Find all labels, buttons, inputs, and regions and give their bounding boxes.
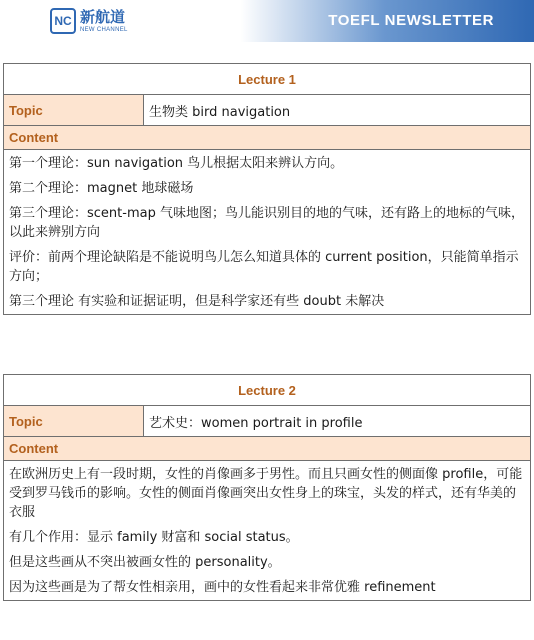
content-paragraph: 因为这些画是为了帮女性相亲用，画中的女性看起来非常优雅 refinement [9, 580, 436, 595]
topic-label: Topic [4, 95, 144, 125]
content-paragraph: 第三个理论：scent-map 气味地图；鸟儿能识别目的地的气味，还有路上的地标的气味，以此来辨别方向 [9, 206, 524, 240]
topic-row [4, 406, 530, 437]
lecture-title: Lecture 1 [4, 64, 530, 95]
brand-logo [50, 6, 128, 36]
topic-label: Topic [4, 406, 144, 436]
content-label: Content [4, 437, 530, 461]
content-paragraph: 在欧洲历史上有一段时期，女性的肖像画多于男性。而且只画女性的侧面像 profile，可能受到罗马钱币的影响。女性的侧面肖像画突出女性身上的珠宝，头发的样式，还有华美的衣服 [9, 467, 523, 520]
topic-value: 生物类 bird navigation [149, 104, 291, 120]
nc-logo-icon: NC [50, 8, 76, 34]
lecture-1-table [3, 63, 531, 315]
content-paragraph: 评价：前两个理论缺陷是不能说明鸟儿怎么知道具体的 current position，只能简单指示方向； [9, 250, 519, 284]
lecture-2-table [3, 374, 531, 601]
logo-english-name: NEW CHANNEL [80, 26, 128, 33]
content-paragraph: 有几个作用：显示 family 财富和 social status。 [9, 530, 299, 545]
topic-value: 艺术史：women portrait in profile [149, 415, 363, 431]
lecture-title: Lecture 2 [4, 375, 530, 406]
topic-row [4, 95, 530, 126]
content-paragraph: 第二个理论：magnet 地球磁场 [9, 181, 194, 196]
content-body [4, 150, 530, 315]
content-paragraph: 但是这些画从不突出被画女性的 personality。 [9, 555, 281, 570]
content-paragraph: 第三个理论 有实验和证据证明，但是科学家还有些 doubt 未解决 [9, 294, 385, 309]
newsletter-header [0, 0, 534, 42]
newsletter-title: TOEFL NEWSLETTER [328, 12, 494, 29]
logo-chinese-name: 新航道 [80, 7, 126, 26]
content-label: Content [4, 126, 530, 150]
content-paragraph: 第一个理论：sun navigation 鸟儿根据太阳来辨认方向。 [9, 156, 344, 171]
content-body [4, 461, 530, 601]
